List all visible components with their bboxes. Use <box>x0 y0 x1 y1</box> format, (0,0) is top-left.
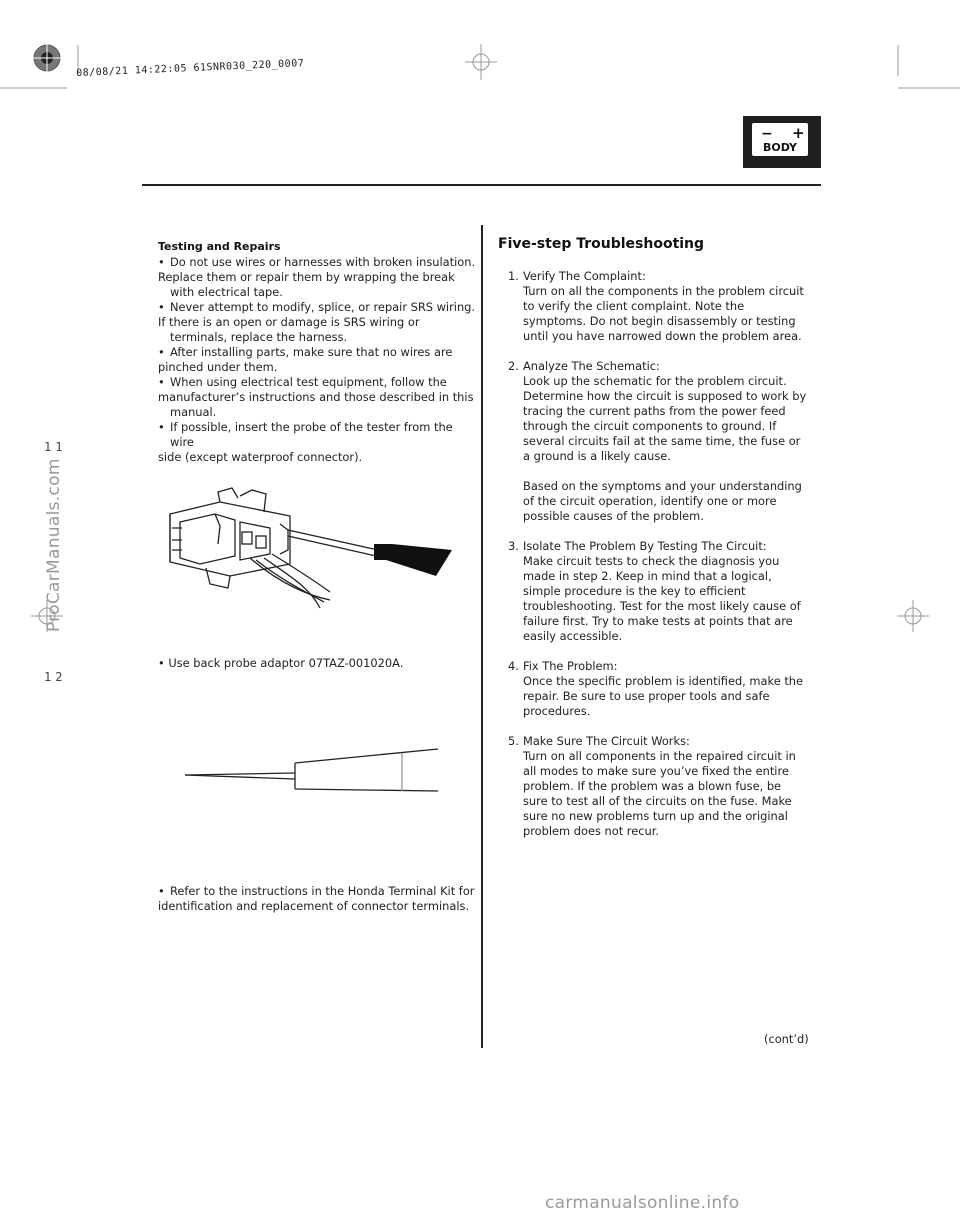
header-rule <box>142 184 821 186</box>
page-marker-bottom: 12 <box>44 670 67 684</box>
list-item: 5. Make Sure The Circuit Works: Turn on all components in the repaired circuit in all modes to make sure you’ve fixed the entire problem. If the problem was a blown fuse, be sure to test all of the circuits on the fuse. Make sure no new problems turn up and the original problem does not recur. <box>508 734 796 838</box>
list-item: • When using electrical test equipment, follow the manufacturer’s instructions and those described in this manual. <box>158 375 474 419</box>
badge-label: BODY <box>762 141 798 154</box>
battery-minus-icon: − <box>761 126 773 142</box>
list-item: • If possible, insert the probe of the tester from the wire side (except waterproof connector). <box>158 420 453 464</box>
troubleshooting-steps <box>508 269 808 854</box>
back-probe-adaptor-illustration <box>180 745 442 797</box>
five-step-heading: Five-step Troubleshooting <box>498 236 705 252</box>
terminal-kit-note: • Refer to the instructions in the Honda Terminal Kit for identification and replacement of connector terminals. <box>158 884 475 913</box>
list-item: 2. Analyze The Schematic: Look up the schematic for the problem circuit. Determine how the circuit is supposed to work by tracing the current paths from the power feed through the circuit components to ground. If several circuits fail at the same time, the fuse or a ground is a likely cause. Based on the symptoms and your understanding of the circuit operation, identify one or more possible causes of the problem. <box>508 359 807 523</box>
testing-repairs-list <box>158 255 478 465</box>
list-item: • After installing parts, make sure that no wires are pinched under them. <box>158 345 453 374</box>
column-divider <box>481 225 483 1048</box>
list-item: 1. Verify The Complaint: Turn on all the components in the problem circuit to verify the client complaint. Note the symptoms. Do not begin disassembly or testing until you have narrowed down the problem area. <box>508 269 804 343</box>
list-item: • Never attempt to modify, splice, or repair SRS wiring. If there is an open or damage is SRS wiring or terminals, replace the harness. <box>158 300 476 344</box>
list-item: 3. Isolate The Problem By Testing The Circuit: Make circuit tests to check the diagnosis you made in step 2. Keep in mind that a logical, simple procedure is the key to efficient troubleshooting. Test for the most likely cause of failure first. Try to make tests at points that are easily accessible. <box>508 539 801 643</box>
list-item: • Do not use wires or harnesses with broken insulation. Replace them or repair them by wrapping the break with electrical tape. <box>158 255 476 299</box>
connector-probe-illustration <box>160 484 460 614</box>
page-marker-top: 11 <box>44 440 67 454</box>
print-timestamp: 08/08/21 14:22:05 61SNR030_220_0007 <box>76 58 305 79</box>
testing-repairs-heading: Testing and Repairs <box>158 240 281 253</box>
continued-label: (cont’d) <box>764 1032 809 1046</box>
side-watermark: ProCarManuals.com <box>44 458 64 632</box>
probe-adaptor-note: • Use back probe adaptor 07TAZ-001020A. <box>158 656 404 670</box>
battery-plus-icon: + <box>792 124 805 142</box>
list-item: 4. Fix The Problem: Once the specific problem is identified, make the repair. Be sure to use proper tools and safe procedures. <box>508 659 804 718</box>
body-section-badge <box>743 116 821 168</box>
footer-watermark: carmanualsonline.info <box>545 1193 740 1213</box>
